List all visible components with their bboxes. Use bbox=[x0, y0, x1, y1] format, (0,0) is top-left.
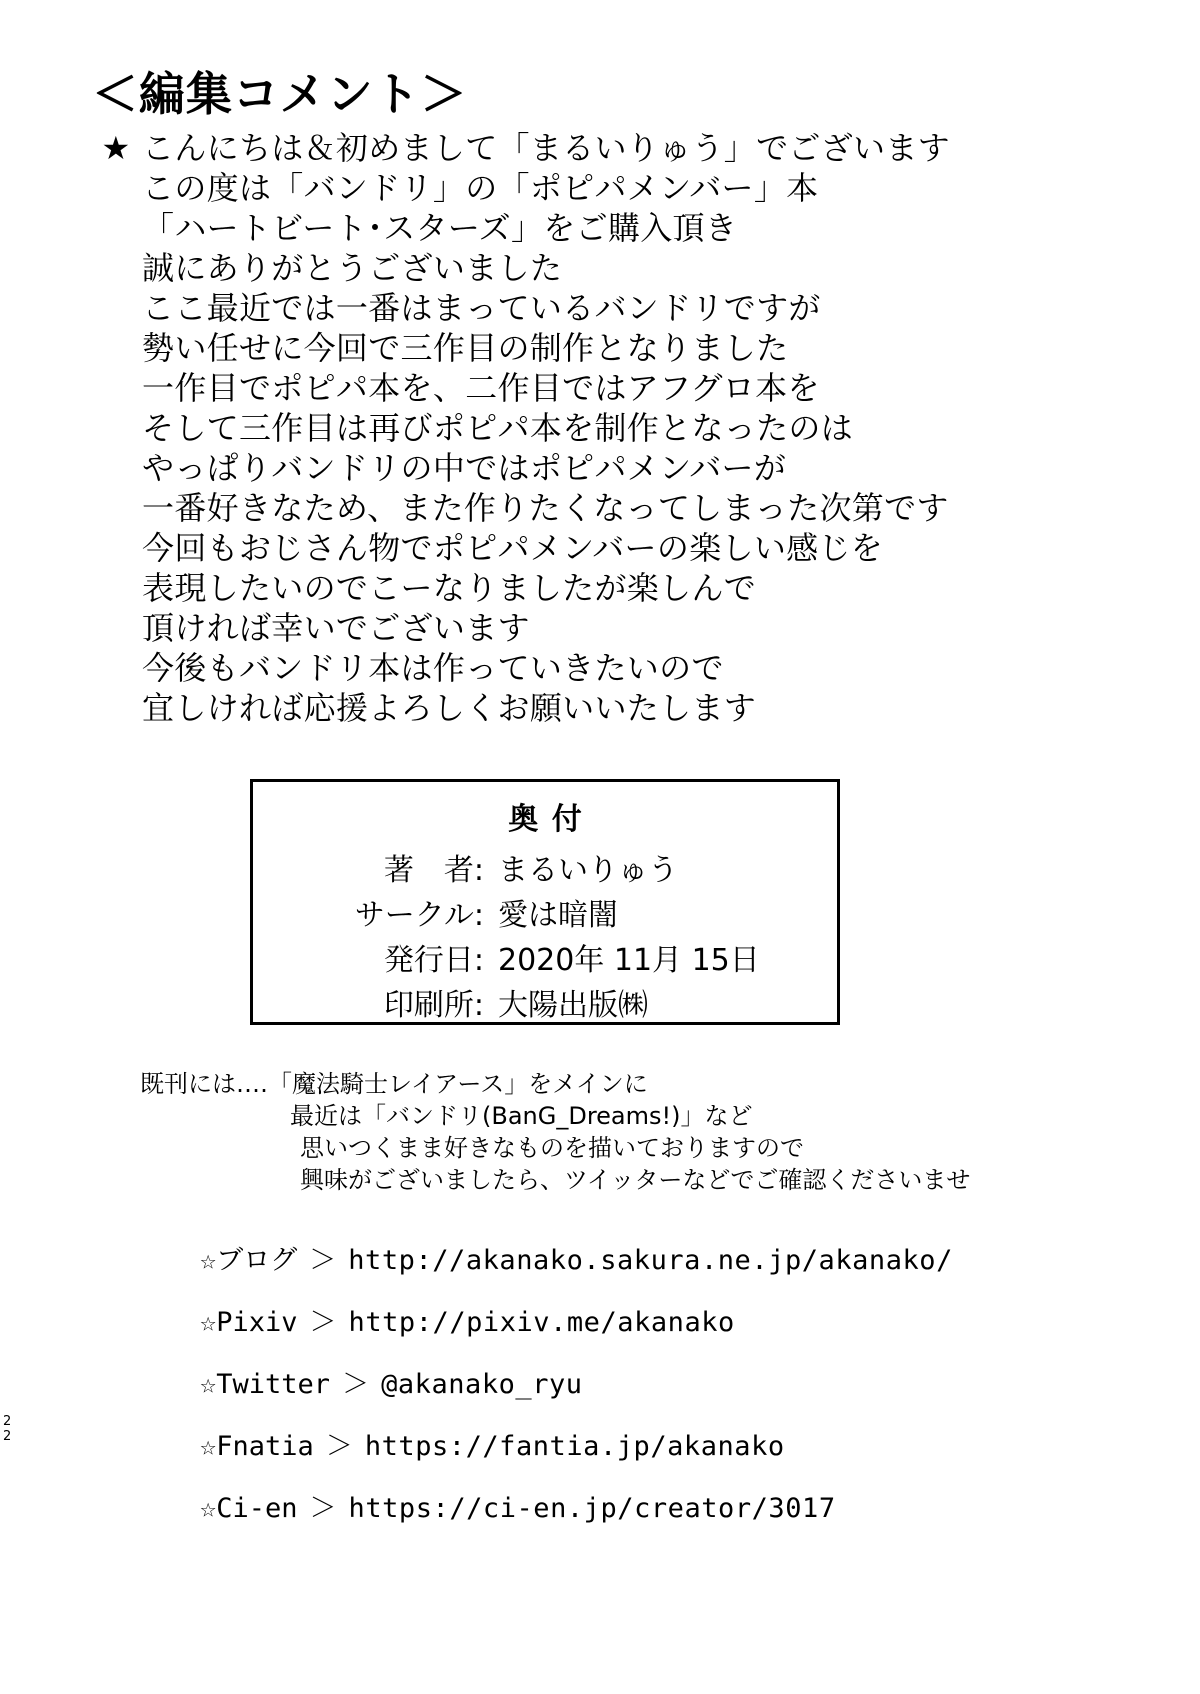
comment-line: 一番好きなため、また作りたくなってしまった次第です bbox=[142, 489, 949, 527]
star-outline-icon: ☆ bbox=[200, 1493, 217, 1524]
comment-line: 誠にありがとうございました bbox=[142, 249, 563, 287]
comment-line: 勢い任せに今回で三作目の制作となりました bbox=[142, 329, 789, 367]
link-url[interactable]: https://ci-en.jp/creator/3017 bbox=[348, 1493, 836, 1524]
colophon-label: 発行日: bbox=[383, 943, 484, 978]
comment-line: 一作目でポピパ本を、二作目ではアフグロ本を bbox=[142, 369, 820, 407]
colophon-value: 2020年 11月 15日 bbox=[498, 943, 760, 978]
comment-text: こんにちは＆初めまして「まるいりゅう」でございます bbox=[142, 129, 951, 167]
colophon-label: サークル: bbox=[354, 898, 484, 933]
star-outline-icon: ☆ bbox=[200, 1307, 217, 1338]
link-arrow-icon: ＞ bbox=[309, 1307, 337, 1338]
colophon-row bbox=[283, 983, 837, 1028]
link-label: Twitter bbox=[216, 1369, 331, 1400]
colophon-value: 愛は暗闇 bbox=[498, 898, 618, 933]
star-outline-icon: ☆ bbox=[200, 1431, 217, 1462]
notes-line: 興味がございましたら、ツイッターなどでご確認くださいませ bbox=[300, 1166, 971, 1194]
comment-line: 「ハートビート･スターズ」をご購入頂き bbox=[142, 209, 738, 247]
link-item-pixiv[interactable] bbox=[200, 1305, 1100, 1341]
link-url[interactable]: http://akanako.sakura.ne.jp/akanako/ bbox=[348, 1245, 953, 1276]
link-arrow-icon: ＞ bbox=[325, 1431, 353, 1462]
star-outline-icon: ☆ bbox=[200, 1245, 217, 1276]
comment-line: 頂ければ幸いでございます bbox=[142, 609, 530, 647]
link-url[interactable]: https://fantia.jp/akanako bbox=[364, 1431, 785, 1462]
link-arrow-icon: ＞ bbox=[309, 1245, 337, 1276]
colophon-row bbox=[283, 893, 837, 938]
link-label: Pixiv bbox=[216, 1307, 298, 1338]
previous-works-notes bbox=[140, 1068, 1100, 1196]
comment-line: 今回もおじさん物でポピパメンバーの楽しい感じを bbox=[142, 529, 884, 567]
links-list bbox=[200, 1243, 1100, 1553]
page-number-digit: 2 bbox=[3, 1429, 12, 1444]
comment-line: やっぱりバンドリの中ではポピパメンバーが bbox=[142, 449, 787, 487]
notes-line: 最近は「バンドリ(BanG_Dreams!)」など bbox=[290, 1102, 753, 1130]
star-icon: ★ bbox=[101, 129, 131, 167]
star-outline-icon: ☆ bbox=[200, 1369, 217, 1400]
link-url[interactable]: @akanako_ryu bbox=[381, 1369, 583, 1400]
link-url[interactable]: http://pixiv.me/akanako bbox=[348, 1307, 735, 1338]
comment-line: 今後もバンドリ本は作っていきたいので bbox=[142, 649, 724, 687]
editor-comment-block bbox=[100, 128, 1100, 728]
comment-line: ここ最近では一番はまっているバンドリですが bbox=[142, 289, 821, 327]
link-label: Fnatia bbox=[216, 1431, 314, 1462]
comment-line: 表現したいのでこーなりましたが楽しんで bbox=[142, 569, 757, 607]
link-arrow-icon: ＞ bbox=[309, 1493, 337, 1524]
page-number bbox=[3, 1414, 11, 1444]
notes-line: 思いつくまま好きなものを描いておりますので bbox=[300, 1134, 804, 1162]
link-label: ブログ bbox=[216, 1245, 298, 1276]
colophon-rows bbox=[253, 848, 837, 1028]
page-number-digit: 2 bbox=[3, 1414, 12, 1429]
page-title: ＜編集コメント＞ bbox=[92, 67, 468, 121]
link-arrow-icon: ＞ bbox=[342, 1369, 370, 1400]
comment-line bbox=[100, 128, 1100, 168]
colophon-label: 印刷所: bbox=[383, 988, 484, 1023]
link-item-fantia[interactable] bbox=[200, 1429, 1100, 1465]
comment-line: 宜しければ応援よろしくお願いいたします bbox=[142, 689, 757, 727]
notes-line: 既刊には‥‥「魔法騎士レイアース」をメインに bbox=[140, 1070, 648, 1098]
link-item-twitter[interactable] bbox=[200, 1367, 1100, 1403]
comment-line: この度は「バンドリ」の「ポピパメンバー」本 bbox=[142, 169, 819, 207]
link-label: Ci-en bbox=[216, 1493, 298, 1524]
colophon-title: 奥付 bbox=[508, 802, 596, 837]
colophon-row bbox=[283, 848, 837, 893]
colophon-label: 著 者: bbox=[383, 853, 484, 888]
colophon-box bbox=[250, 779, 840, 1025]
comment-line: そして三作目は再びポピパ本を制作となったのは bbox=[142, 409, 854, 447]
link-item-blog[interactable] bbox=[200, 1243, 1100, 1279]
colophon-value: 大陽出版㈱ bbox=[498, 988, 648, 1023]
colophon-value: まるいりゅう bbox=[498, 853, 678, 888]
colophon-row bbox=[283, 938, 837, 983]
link-item-cien[interactable] bbox=[200, 1491, 1100, 1527]
